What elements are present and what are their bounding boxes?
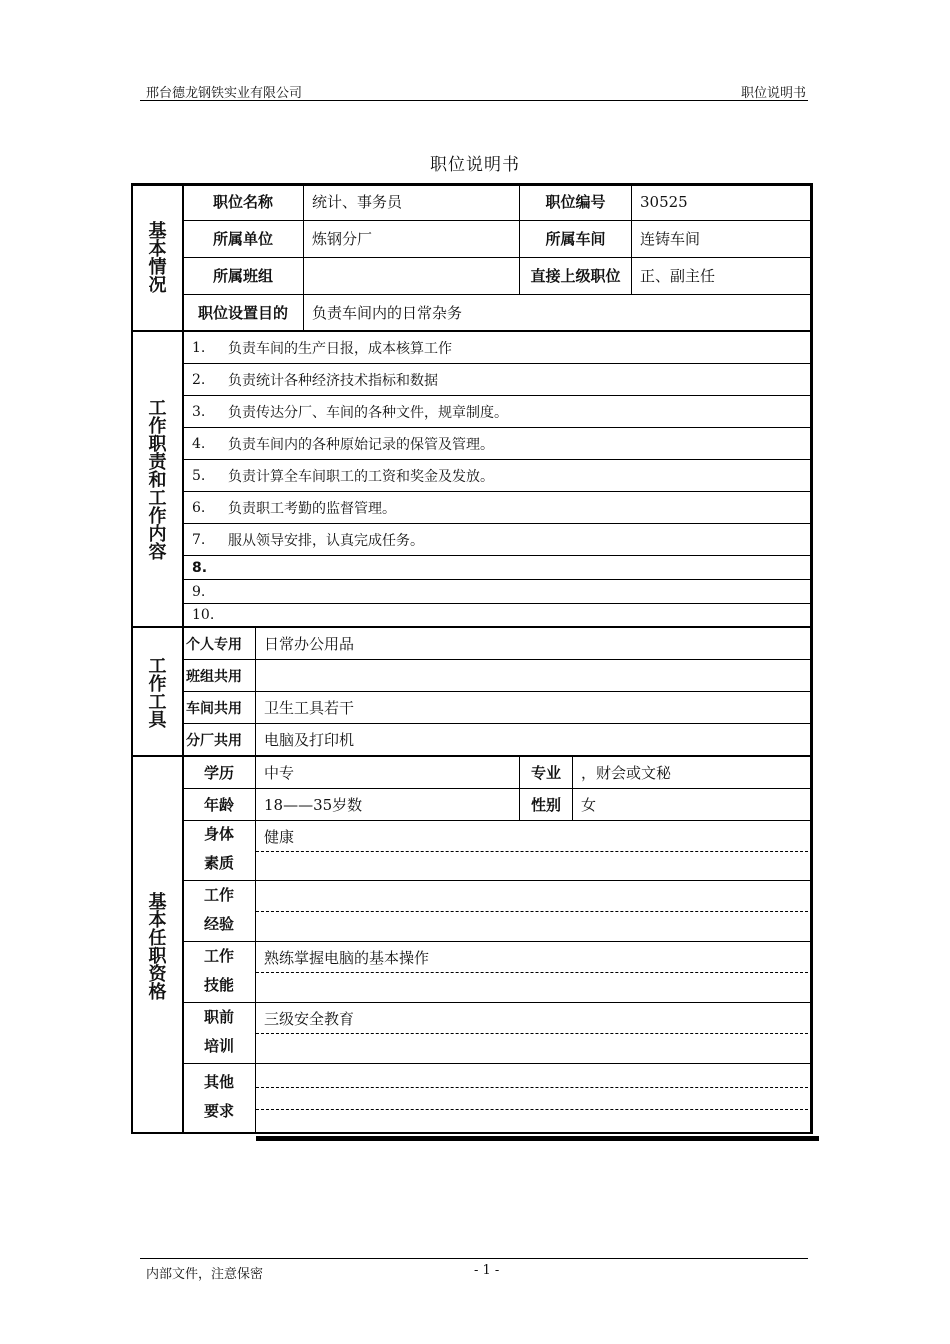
duty-number: 6. [192,499,206,516]
purpose-label: 职位设置目的 [197,303,288,322]
duty-number: 10. [192,607,215,623]
age-label: 年龄 [203,796,234,814]
duty-number: 9. [192,583,206,600]
duty-text: 负责车间内的各种原始记录的保管及管理。 [228,436,494,453]
training-value: 三级安全教育 [264,1009,355,1028]
training-label-line2: 培训 [203,1037,234,1055]
job-description-table [131,183,819,1136]
gender-value: 女 [581,796,597,814]
gender-label: 性别 [530,796,561,814]
major-value: ，财会或文秘 [581,764,672,782]
position-code-label: 职位编号 [545,193,606,211]
table-shadow [256,1136,819,1141]
team-label: 所属班组 [212,267,273,285]
duty-item [183,524,812,555]
document-title: 职位说明书 [430,155,520,175]
experience-value [256,881,804,911]
education-value: 中专 [264,764,295,782]
unit-value: 炼钢分厂 [312,230,373,248]
training-label-line1: 职前 [203,1008,234,1026]
health-value: 健康 [264,827,295,846]
tool-value-personal: 日常办公用品 [264,635,355,653]
duty-text: 负责传达分厂、车间的各种文件，规章制度。 [228,404,508,421]
other-value [256,1064,804,1087]
footer-rule [140,1258,808,1259]
header-rule [140,100,808,101]
section-label-duties: 工作职责和工作内容 [145,398,167,560]
header-company: 邢台德龙钢铁实业有限公司 [146,86,303,101]
other-label-line2: 要求 [203,1102,234,1120]
tool-label-branch: 分厂共用 [186,732,242,749]
dashed-rule [256,1109,813,1110]
duty-text: 负责职工考勤的监督管理。 [228,500,396,517]
health-label-line1: 身体 [203,825,234,843]
dashed-rule [256,1033,813,1034]
tool-value-branch: 电脑及打印机 [264,731,355,749]
page-number: - 1 - [474,1263,500,1278]
duty-text: 负责统计各种经济技术指标和数据 [228,372,438,389]
duty-text: 服从领导安排，认真完成任务。 [228,532,424,549]
dashed-rule [256,972,813,973]
workshop-value: 连铸车间 [640,230,701,248]
position-code-value: 30525 [640,192,688,211]
duty-number: 7. [192,531,206,548]
duty-item [183,556,812,579]
superior-value: 正、副主任 [640,267,716,285]
duty-number: 2. [192,371,206,388]
tool-label-team: 班组共用 [186,668,242,685]
duty-item [183,332,812,363]
duty-text: 负责车间的生产日报，成本核算工作 [228,340,452,357]
experience-label-line1: 工作 [203,886,234,904]
duty-item [183,428,812,459]
header-doc-type: 职位说明书 [740,86,806,101]
tool-value-team [256,660,809,691]
duty-number: 4. [192,435,206,452]
duty-item [183,492,812,523]
skills-label-line1: 工作 [203,947,234,965]
other-label-line1: 其他 [203,1073,234,1091]
team-value [304,257,519,294]
tool-label-personal: 个人专用 [186,636,242,653]
tool-label-workshop: 车间共用 [186,700,242,717]
section-label-basic: 基本情况 [145,220,167,293]
dashed-rule [256,1087,813,1088]
superior-label: 直接上级职位 [530,267,621,285]
dashed-rule [256,851,813,852]
section-label-tools: 工作工具 [145,655,167,728]
duty-item [183,580,812,603]
duty-text: 负责计算全车间职工的工资和奖金及发放。 [228,468,494,485]
dashed-rule [256,911,813,912]
workshop-label: 所属车间 [545,230,606,248]
major-label: 专业 [530,764,561,782]
duty-number: 3. [192,403,206,420]
tool-value-workshop: 卫生工具若干 [264,699,355,717]
footer-notice: 内部文件，注意保密 [146,1267,264,1282]
experience-label-line2: 经验 [203,915,234,933]
duty-item [183,604,812,626]
unit-label: 所属单位 [212,230,273,248]
purpose-value: 负责车间内的日常杂务 [312,303,463,322]
health-label-line2: 素质 [203,854,234,872]
skills-value: 熟练掌握电脑的基本操作 [264,948,430,967]
duty-item [183,396,812,427]
duty-number: 1. [192,339,206,356]
age-value: 18——35岁数 [264,796,363,814]
position-name-value: 统计、事务员 [312,193,403,211]
skills-label-line2: 技能 [203,976,234,994]
duty-item [183,460,812,491]
duty-number: 5. [192,467,206,484]
duty-item [183,364,812,395]
position-name-label: 职位名称 [212,193,273,211]
section-label-qualifications: 基本任职资格 [145,891,167,1000]
duty-number: 8. [192,559,208,576]
education-label: 学历 [203,764,234,782]
